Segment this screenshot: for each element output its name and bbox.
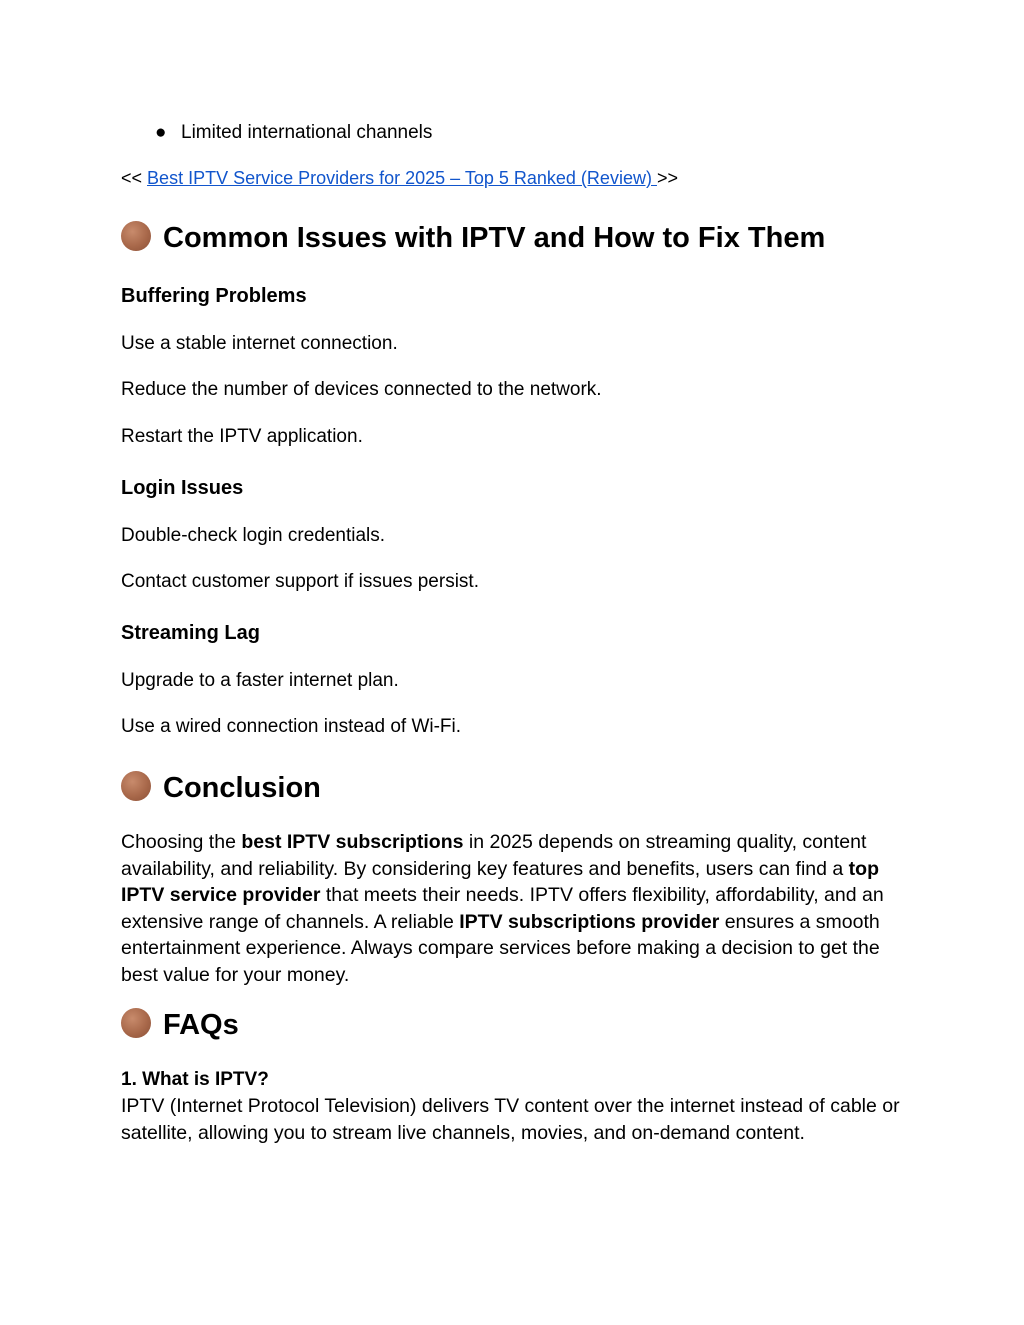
brown-circle-icon — [121, 221, 151, 251]
section-heading-common-issues — [121, 220, 825, 256]
conclusion-text: in 2025 depends on streaming quality, content availability, and reliability. By considering key features and benefits, users can find a — [121, 831, 867, 880]
conclusion-paragraph — [121, 829, 911, 988]
conclusion-bold: best IPTV subscriptions — [241, 831, 464, 853]
lag-tip: Upgrade to a faster internet plan. — [121, 670, 399, 691]
conclusion-bold: IPTV subscriptions provider — [459, 910, 720, 933]
conclusion-text: Choosing the — [121, 831, 242, 853]
conclusion-text: ensures a smooth entertainment experience. Always compare services before making a decision to get the best value for your money. — [121, 910, 880, 986]
lag-tip: Use a wired connection instead of Wi-Fi. — [121, 716, 462, 737]
buffering-tip: Use a stable internet connection. — [121, 333, 398, 354]
section-heading-faqs — [121, 1007, 239, 1043]
buffering-tip: Restart the IPTV application. — [121, 426, 363, 447]
conclusion-text: that meets their needs. IPTV offers flexibility, affordability, and an extensive range of channels. A reliable — [121, 884, 884, 933]
faq-question: 1. What is IPTV? — [121, 1069, 269, 1090]
faq-answer: IPTV (Internet Protocol Television) delivers TV content over the internet instead of cable or satellite, allowing you to stream live channels, movies, and on-demand content. — [121, 1095, 900, 1144]
section-title: Common Issues with IPTV and How to Fix Them — [163, 222, 826, 254]
nav-prefix: << — [121, 168, 143, 188]
subheading-login: Login Issues — [121, 477, 244, 499]
bullet-list-item — [155, 121, 432, 145]
section-title: FAQs — [163, 1009, 239, 1041]
section-heading-conclusion — [121, 770, 321, 806]
related-article-link[interactable]: Best IPTV Service Providers for 2025 – Top 5 Ranked (Review) — [147, 168, 657, 188]
brown-circle-icon — [121, 771, 151, 801]
section-title: Conclusion — [163, 772, 321, 804]
login-tip: Double-check login credentials. — [121, 525, 386, 546]
nav-suffix: >> — [656, 168, 678, 188]
related-article-nav — [121, 166, 678, 190]
login-tip: Contact customer support if issues persist. — [121, 571, 479, 592]
bullet-marker: ● — [155, 122, 167, 143]
brown-circle-icon — [121, 1008, 151, 1038]
subheading-buffering: Buffering Problems — [121, 285, 307, 307]
bullet-text: Limited international channels — [181, 122, 433, 143]
subheading-streaming-lag: Streaming Lag — [121, 622, 260, 644]
buffering-tip: Reduce the number of devices connected to the network. — [121, 379, 602, 400]
conclusion-bold: top IPTV service provider — [121, 857, 879, 906]
